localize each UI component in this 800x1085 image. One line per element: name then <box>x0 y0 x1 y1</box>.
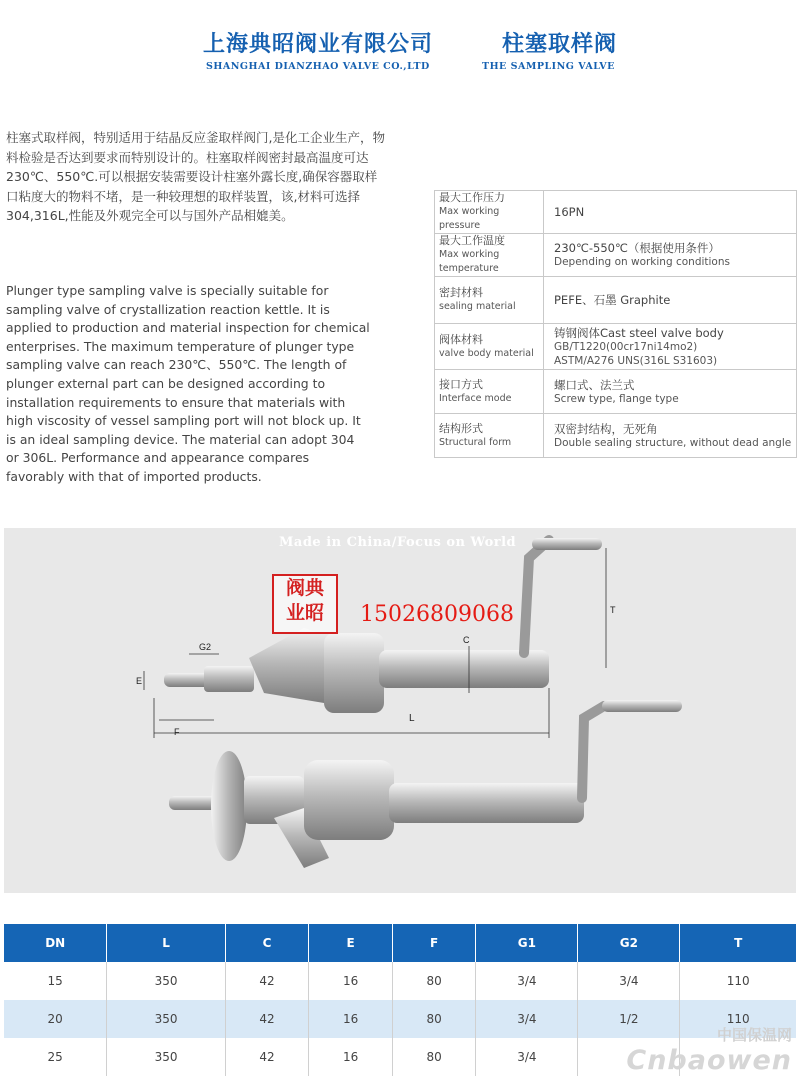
spec-row <box>435 234 797 277</box>
column-header: F <box>392 924 476 962</box>
spec-value-line: ASTM/A276 UNS(316L S31603) <box>554 354 718 367</box>
table-row <box>4 962 796 1000</box>
dim-label-l: L <box>409 713 415 724</box>
site-watermark <box>626 1024 792 1076</box>
spec-label <box>435 191 544 234</box>
spec-row <box>435 277 797 324</box>
dim-label-g2: G2 <box>199 642 212 652</box>
lower-valve <box>169 700 682 868</box>
spec-label-cn: 最大工作温度 <box>439 234 505 247</box>
table-cell: 42 <box>225 962 309 1000</box>
made-in-china-caption: Made in China/Focus on World <box>279 535 517 550</box>
spec-value-line: 铸钢阀体Cast steel valve body <box>554 325 724 340</box>
table-cell: 16 <box>309 1000 393 1038</box>
table-cell: 80 <box>392 1000 476 1038</box>
barrel <box>389 783 584 823</box>
spec-value-line: Depending on working conditions <box>554 256 730 268</box>
intro-text-cn: 柱塞式取样阀，特别适用于结晶反应釜取样阀门,是化工企业生产，物料检验是否达到要求而特别设计的。柱塞取样阀密封最高温度可达230℃、550℃.可以根据安装需要设计柱塞外露长度,确保容器取样口粘度大的物料不堵，是一种较理想的取样装置，该,材料可选择304,316L,性能及外观完全可以与国外产品相媲美。 <box>6 130 385 223</box>
company-name-cn: 上海典昭阀业有限公司 <box>203 32 434 57</box>
spec-label-cn: 阀体材料 <box>439 332 483 346</box>
column-header: L <box>107 924 225 962</box>
watermark-line: Cnbaowen <box>626 1045 792 1076</box>
table-cell: 3/4 <box>578 962 680 1000</box>
spec-label-en: sealing material <box>439 301 516 312</box>
spec-label-cn: 结构形式 <box>439 421 483 435</box>
table-cell: 3/4 <box>476 1000 578 1038</box>
spec-value <box>544 277 797 324</box>
valve-body <box>249 628 334 703</box>
column-header: T <box>680 924 796 962</box>
product-title-cn: 柱塞取样阀 <box>502 32 618 57</box>
table-cell: 350 <box>107 1000 225 1038</box>
company-seal-stamp <box>272 574 338 634</box>
spec-label <box>435 234 544 277</box>
column-header: G1 <box>476 924 578 962</box>
spec-value <box>544 234 797 277</box>
spec-label <box>435 324 544 370</box>
table-cell: 42 <box>225 1000 309 1038</box>
spec-label-cn: 最大工作压力 <box>439 191 505 204</box>
stamp-char: 昭 <box>305 602 325 624</box>
bonnet <box>304 760 394 840</box>
table-cell: 3/4 <box>476 962 578 1000</box>
table-cell: 16 <box>309 962 393 1000</box>
spec-value-line: 螺口式、法兰式 <box>554 377 635 392</box>
table-cell: 110 <box>726 974 750 988</box>
spec-row <box>435 324 797 370</box>
dim-label-e: E <box>136 676 143 686</box>
column-header: C <box>225 924 309 962</box>
table-cell: 110 <box>680 1000 796 1038</box>
stamp-char: 典 <box>305 577 325 599</box>
table-cell: 15 <box>4 962 107 1000</box>
spec-value-line: Screw type, flange type <box>554 392 679 405</box>
crank-grip <box>602 700 682 712</box>
table-cell: 25 <box>4 1038 107 1076</box>
product-photo <box>4 528 796 893</box>
crank-handle <box>582 706 604 798</box>
spec-value <box>544 324 797 370</box>
spec-label-en: Interface mode <box>439 392 512 404</box>
spec-table <box>434 190 797 458</box>
table-cell: 20 <box>4 1000 107 1038</box>
table-cell: 350 <box>107 1038 225 1076</box>
spec-value <box>544 370 797 414</box>
spec-value <box>544 414 797 458</box>
table-cell: 1/2 <box>578 1000 680 1038</box>
company-name-en: SHANGHAI DIANZHAO VALVE CO.,LTD <box>206 61 430 72</box>
stamp-char: 业 <box>285 602 305 624</box>
phone-number: 15026809068 <box>360 602 514 627</box>
spec-row <box>435 191 797 234</box>
spec-value <box>544 191 797 234</box>
spec-value-line: PEFE、石墨 Graphite <box>554 293 671 307</box>
intro-text-en: Plunger type sampling valve is specially suitable for sampling valve of crystallization reaction kettle. It is applied to production and material inspection for chemical enterprises. The maximum temperature of plunger type sampling valve can reach 230℃、550℃. The length of plunger external part can be designed according to installation requirements to ensure that materials with high viscosity of vessel sampling port will not block up. It is an ideal sampling device. The material can adopt 304 or 306L. Performance and appearance compares favorably with that of imported products. <box>6 283 370 484</box>
column-header: DN <box>4 924 107 962</box>
spec-row <box>435 370 797 414</box>
spec-value-line: 230℃-550℃（根据使用条件） <box>554 241 720 255</box>
crank-grip <box>532 538 602 550</box>
table-cell: 350 <box>107 962 225 1000</box>
watermark-line: 中国保温网 <box>716 1026 792 1044</box>
spec-label-en: Max working pressure <box>439 206 500 231</box>
product-title-en: THE SAMPLING VALVE <box>482 61 615 72</box>
table-cell: 80 <box>392 1038 476 1076</box>
dim-label-t: T <box>610 605 616 615</box>
crank-handle <box>524 540 549 653</box>
spec-value-line: 16PN <box>554 205 585 219</box>
spec-label <box>435 370 544 414</box>
bonnet <box>324 633 384 713</box>
table-cell: 80 <box>392 962 476 1000</box>
valve-illustration <box>4 528 796 893</box>
spec-row <box>435 414 797 458</box>
dim-label-c: C <box>463 635 470 645</box>
spec-value-line: GB/T1220(00cr17ni14mo2) <box>554 340 698 353</box>
table-cell: 16 <box>309 1038 393 1076</box>
spec-label-cn: 接口方式 <box>439 377 483 391</box>
column-header: G2 <box>578 924 680 962</box>
spec-value-line: 双密封结构，无死角 <box>554 421 658 436</box>
flange <box>211 751 247 861</box>
spec-label-en: Structural form <box>439 436 512 448</box>
dim-label-f: F <box>174 727 180 737</box>
stamp-char: 阀 <box>285 577 305 599</box>
spec-label <box>435 414 544 458</box>
table-cell: 3/4 <box>476 1038 578 1076</box>
spec-value-line: Double sealing structure, without dead angle <box>554 436 792 449</box>
column-header: E <box>309 924 393 962</box>
spec-label-en: valve body material <box>439 347 534 359</box>
spec-label-en: Max working temperature <box>439 249 500 274</box>
spec-label <box>435 277 544 324</box>
spec-label-cn: 密封材料 <box>439 286 483 299</box>
table-header-row <box>4 924 796 962</box>
table-cell: 42 <box>225 1038 309 1076</box>
thread-end <box>204 666 254 692</box>
